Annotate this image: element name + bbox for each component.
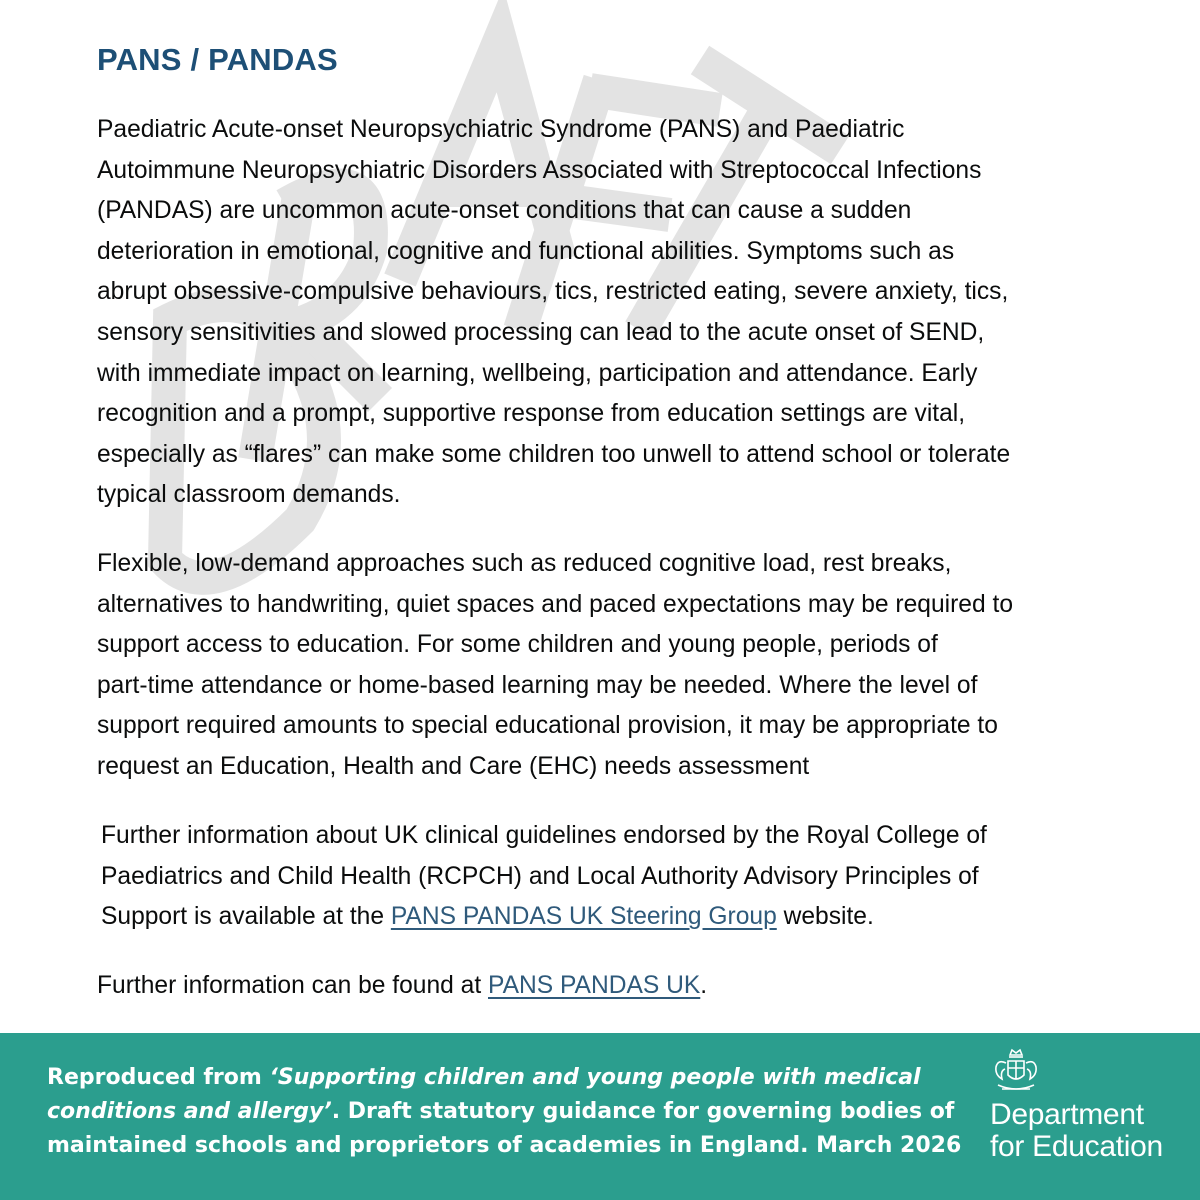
footer-guidance-title: ‘Supporting children and young people with medical conditions and allergy’: [47, 1065, 921, 1124]
guidelines-text: Further information about UK clinical guidelines endorsed by the Royal College of Paediatrics and Child Health (RCPCH) and Local Authority Advisory Principles of Support is available at the: [101, 822, 987, 931]
paragraph-support-approaches: Flexible, low-demand approaches such as reduced cognitive load, rest breaks, alternatives to handwriting, quiet spaces and paced expectations may be required to support access to education. For some children and young people, periods of part-time attendance or home-based learning may be needed. Where the level of support required amounts to special educational provision, it may be appropriate to request an Education, Health and Care (EHC) needs assessment: [97, 550, 1013, 780]
pans-pandas-uk-link[interactable]: PANS PANDAS UK: [488, 972, 701, 999]
paragraph-guidelines-info: [101, 816, 1200, 938]
department-for-education-logo-text: Department for Education: [990, 1098, 1163, 1163]
footer-attribution: [47, 1061, 977, 1163]
further-info-text: Further information can be found at: [97, 972, 488, 999]
footer-rest: . Draft statutory guidance for governing bodies of maintained schools and proprietors of academies in England. March 2026: [47, 1099, 962, 1158]
further-info-text-end: .: [700, 972, 708, 999]
footer-banner: [0, 1033, 1200, 1200]
footer-lead: Reproduced from: [47, 1065, 270, 1090]
guidelines-text-end: website.: [776, 903, 874, 931]
page-title: PANS / PANDAS: [97, 42, 338, 77]
steering-group-link[interactable]: PANS PANDAS UK Steering Group: [390, 903, 777, 931]
paragraph-pans-pandas-overview: Paediatric Acute-onset Neuropsychiatric Syndrome (PANS) and Paediatric Autoimmune Neuropsychiatric Disorders Associated with Streptococcal Infections (PANDAS) are uncommon acute-onset conditions that can cause a sudden deterioration in emotional, cognitive and functional abilities. Symptoms such as abrupt obsessive-compulsive behaviours, tics, restricted eating, severe anxiety, tics, sensory sensitivities and slowed processing can lead to the acute onset of SEND, with immediate impact on learning, wellbeing, participation and attendance. Early recognition and a prompt, supportive response from education settings are vital, especially as “flares” can make some children too unwell to attend school or tolerate typical classroom demands.: [97, 116, 1011, 509]
royal-coat-of-arms-icon: [990, 1047, 1042, 1097]
paragraph-further-info: [97, 966, 1197, 1007]
